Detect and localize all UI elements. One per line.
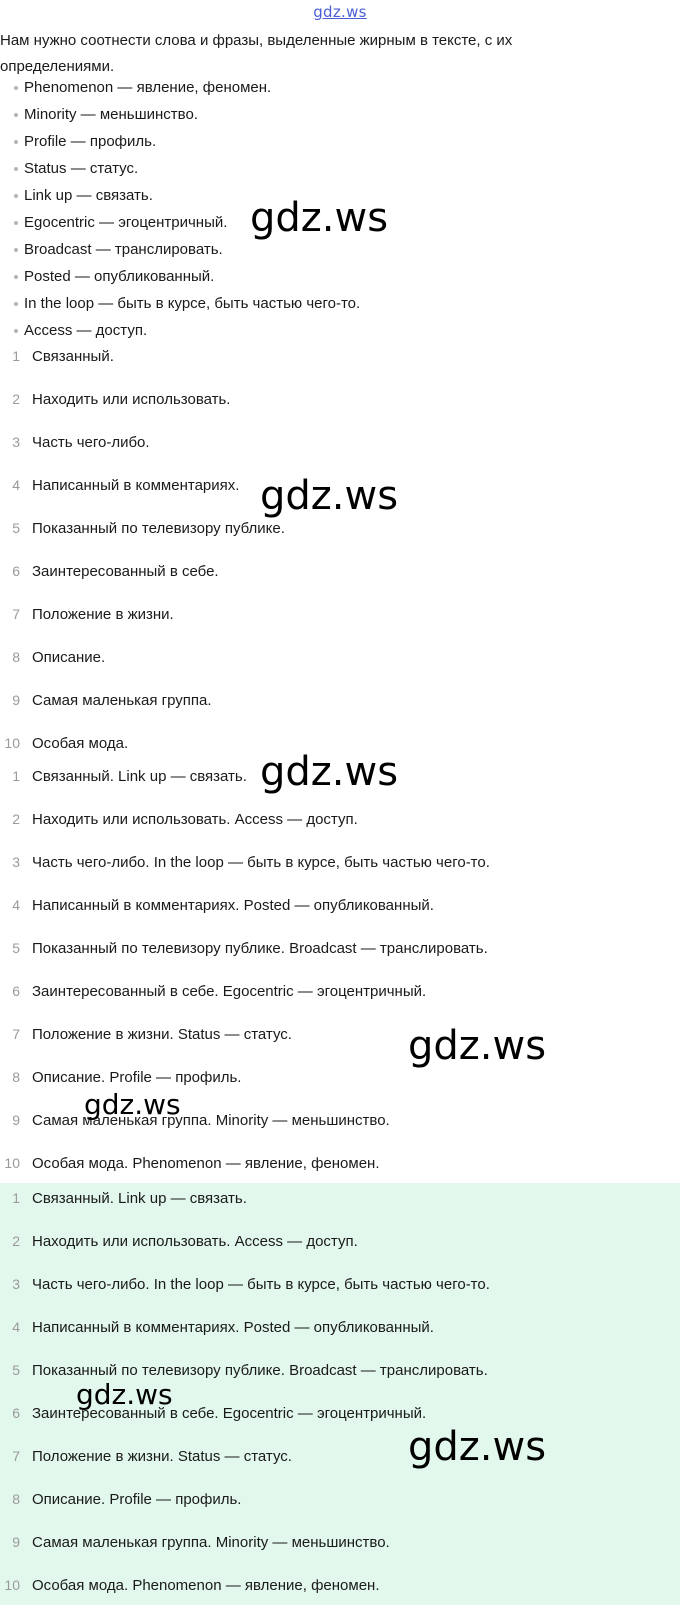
item-text: Связанный. Link up — связать. [32,1190,247,1207]
item-number: 4 [12,477,20,493]
list-item [0,1405,680,1448]
list-item [0,811,680,854]
watermark: gdz.ws [84,1088,181,1121]
item-text: Самая маленькая группа. [32,692,212,709]
item-text: Особая мода. [32,735,129,752]
item-text: Показанный по телевизору публике. Broadcast — транслировать. [32,940,488,957]
item-number: 10 [4,1577,20,1593]
item-text: Самая маленькая группа. Minority — меньшинство. [32,1112,390,1129]
item-number: 5 [12,940,20,956]
item-text: Показанный по телевизору публике. Broadcast — транслировать. [32,1362,488,1379]
item-number: 5 [12,1362,20,1378]
list-item [0,1190,680,1233]
list-item [0,854,680,897]
item-text: Положение в жизни. Status — статус. [32,1448,292,1465]
list-item-text: Access — доступ. [24,322,148,339]
list-item-text: Link up — связать. [24,187,153,204]
list-item [0,940,680,983]
item-text: Самая маленькая группа. Minority — меньшинство. [32,1534,390,1551]
definitions-list [0,348,680,778]
item-text: Находить или использовать. Access — доступ. [32,1233,358,1250]
item-text: Написанный в комментариях. Posted — опубликованный. [32,897,434,914]
watermark: gdz.ws [260,749,399,795]
item-number: 9 [12,692,20,708]
item-text: Часть чего-либо. [32,434,150,451]
list-item [0,1577,680,1620]
item-text: Часть чего-либо. In the loop — быть в курсе, быть частью чего-то. [32,1276,490,1293]
list-item [0,897,680,940]
bullet-icon [14,167,18,171]
item-text: Заинтересованный в себе. Egocentric — эгоцентричный. [32,983,427,1000]
item-number: 8 [12,1491,20,1507]
watermark: gdz.ws [260,473,399,519]
item-number: 2 [12,811,20,827]
watermark: gdz.ws [76,1378,173,1411]
list-item [0,1023,680,1069]
item-number: 4 [12,1319,20,1335]
list-item [0,520,680,563]
item-text: Показанный по телевизору публике. [32,520,285,537]
item-text: Связанный. Link up — связать. [32,768,247,785]
item-number: 1 [12,348,20,364]
item-number: 10 [4,1155,20,1171]
bullet-icon [14,302,18,306]
item-text: Часть чего-либо. In the loop — быть в курсе, быть частью чего-то. [32,854,490,871]
watermark: gdz.ws [250,195,389,241]
list-item [0,101,360,128]
list-item [0,128,360,155]
site-logo-link[interactable]: gdz.ws [313,3,367,21]
bullet-icon [14,275,18,279]
bullet-icon [14,113,18,117]
item-text: Особая мода. Phenomenon — явление, феномен. [32,1577,380,1594]
watermark: gdz.ws [408,1023,547,1069]
item-number: 1 [12,1190,20,1206]
list-item [0,263,360,290]
intro-text: Нам нужно соотнести слова и фразы, выделенные жирным в тексте, с их определениями. [0,32,513,75]
list-item-text: Minority — меньшинство. [24,106,198,123]
item-number: 7 [12,1026,20,1042]
item-number: 1 [12,768,20,784]
list-item-text: Phenomenon — явление, феномен. [24,79,272,96]
bullet-icon [14,221,18,225]
list-item [0,1491,680,1534]
bullet-icon [14,248,18,252]
item-number: 3 [12,854,20,870]
item-number: 3 [12,434,20,450]
item-number: 5 [12,520,20,536]
item-number: 6 [12,563,20,579]
list-item [0,434,680,477]
item-number: 7 [12,1448,20,1464]
watermark: gdz.ws [408,1424,547,1470]
item-number: 3 [12,1276,20,1292]
item-number: 2 [12,1233,20,1249]
item-number: 6 [12,1405,20,1421]
item-number: 9 [12,1112,20,1128]
list-item [0,391,680,434]
item-number: 9 [12,1534,20,1550]
list-item-text: In the loop — быть в курсе, быть частью чего-то. [24,295,361,312]
item-text: Написанный в комментариях. [32,477,240,494]
list-item-text: Profile — профиль. [24,133,157,150]
item-text: Положение в жизни. [32,606,174,623]
list-item [0,692,680,735]
item-number: 8 [12,649,20,665]
item-text: Находить или использовать. Access — доступ. [32,811,358,828]
item-text: Связанный. [32,348,114,365]
list-item [0,1233,680,1276]
item-text: Описание. Profile — профиль. [32,1491,242,1508]
item-number: 4 [12,897,20,913]
item-number: 6 [12,983,20,999]
list-item [0,649,680,692]
item-number: 7 [12,606,20,622]
list-item [0,348,680,391]
list-item [0,1534,680,1577]
item-text: Особая мода. Phenomenon — явление, феномен. [32,1155,380,1172]
list-item [0,1319,680,1362]
list-item [0,606,680,649]
item-text: Заинтересованный в себе. [32,563,219,580]
list-item [0,74,360,101]
item-text: Положение в жизни. Status — статус. [32,1026,292,1043]
list-item [0,290,360,317]
list-item [0,317,360,344]
list-item [0,1448,680,1491]
item-text: Заинтересованный в себе. Egocentric — эгоцентричный. [32,1405,427,1422]
item-text: Написанный в комментариях. Posted — опубликованный. [32,1319,434,1336]
list-item [0,563,680,606]
item-text: Описание. [32,649,106,666]
item-text: Находить или использовать. [32,391,231,408]
list-item-text: Egocentric — эгоцентричный. [24,214,228,231]
bullet-icon [14,329,18,333]
item-number: 10 [4,735,20,751]
bullet-icon [14,140,18,144]
list-item [0,155,360,182]
list-item-text: Broadcast — транслировать. [24,241,223,258]
list-item [0,1276,680,1319]
list-item [0,983,680,1026]
item-number: 2 [12,391,20,407]
list-item-text: Status — статус. [24,160,139,177]
list-item-text: Posted — опубликованный. [24,268,215,285]
bullet-icon [14,86,18,90]
bullet-icon [14,194,18,198]
matches-list [0,768,680,1198]
item-number: 8 [12,1069,20,1085]
item-text: Описание. Profile — профиль. [32,1069,242,1086]
